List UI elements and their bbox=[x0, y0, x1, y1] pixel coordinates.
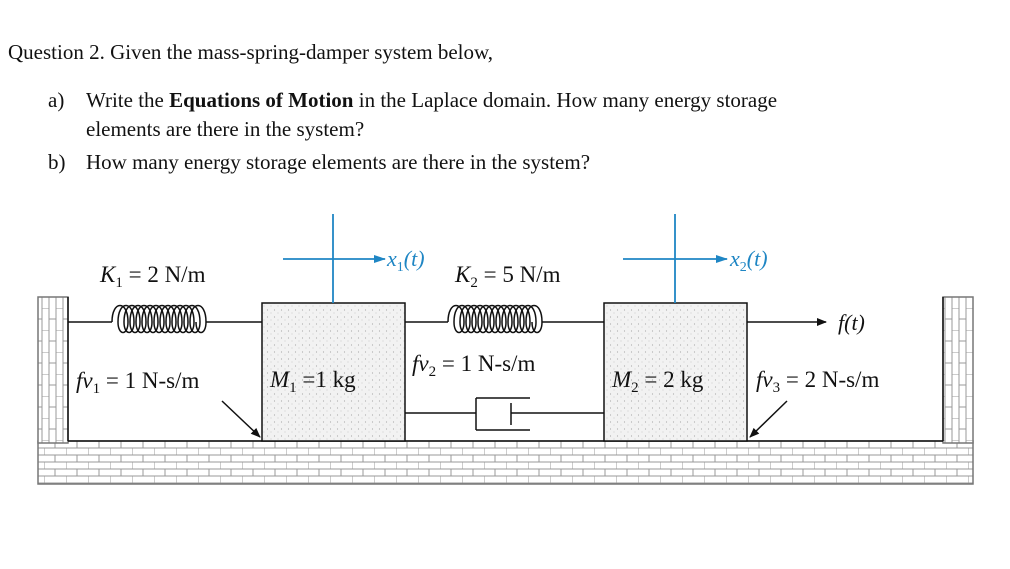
part-a-continuation: elements are there in the system? bbox=[86, 117, 365, 141]
k2-label: $K_2 = 5$ N/m bbox=[455, 262, 561, 291]
right-wall bbox=[943, 297, 973, 443]
fv3-label: $fv_3 = 2$ N-s/m bbox=[756, 367, 880, 396]
fv1-label: $fv_1 = 1$ N-s/m bbox=[76, 368, 200, 397]
x1-label: $x_1(t)$ bbox=[387, 246, 425, 275]
k1-label: $K_1 = 2$ N/m bbox=[100, 262, 206, 291]
part-b-text: How many energy storage elements are there in the system? bbox=[86, 150, 591, 174]
displacement-x2-axis bbox=[623, 214, 727, 303]
force-label: f(t) bbox=[838, 310, 865, 335]
fv2-label: $fv_2 = 1$ N-s/m bbox=[412, 351, 536, 380]
part-b-label: b) bbox=[48, 150, 66, 174]
m1-label: $M_1 =1$ kg bbox=[270, 367, 356, 396]
ground bbox=[38, 441, 973, 484]
part-a-prefix: Write the bbox=[86, 88, 170, 112]
m2-label: $M_2 = 2$ kg bbox=[612, 367, 704, 396]
left-wall bbox=[38, 297, 68, 443]
x2-label: $x_2(t)$ bbox=[730, 246, 768, 275]
damper-fv2 bbox=[405, 398, 604, 430]
spring-k1 bbox=[68, 306, 262, 333]
spring-k2 bbox=[405, 306, 604, 333]
question-title: Question 2. Given the mass-spring-damper system below, bbox=[8, 40, 494, 64]
part-a-label: a) bbox=[48, 88, 65, 112]
friction-arrow-fv3 bbox=[750, 401, 787, 437]
displacement-x1-axis bbox=[283, 214, 385, 303]
part-a-suffix: in the Laplace domain. How many energy storage bbox=[353, 88, 778, 112]
friction-arrow-fv1 bbox=[222, 401, 260, 437]
part-a-bold: Equations of Motion bbox=[169, 88, 354, 112]
